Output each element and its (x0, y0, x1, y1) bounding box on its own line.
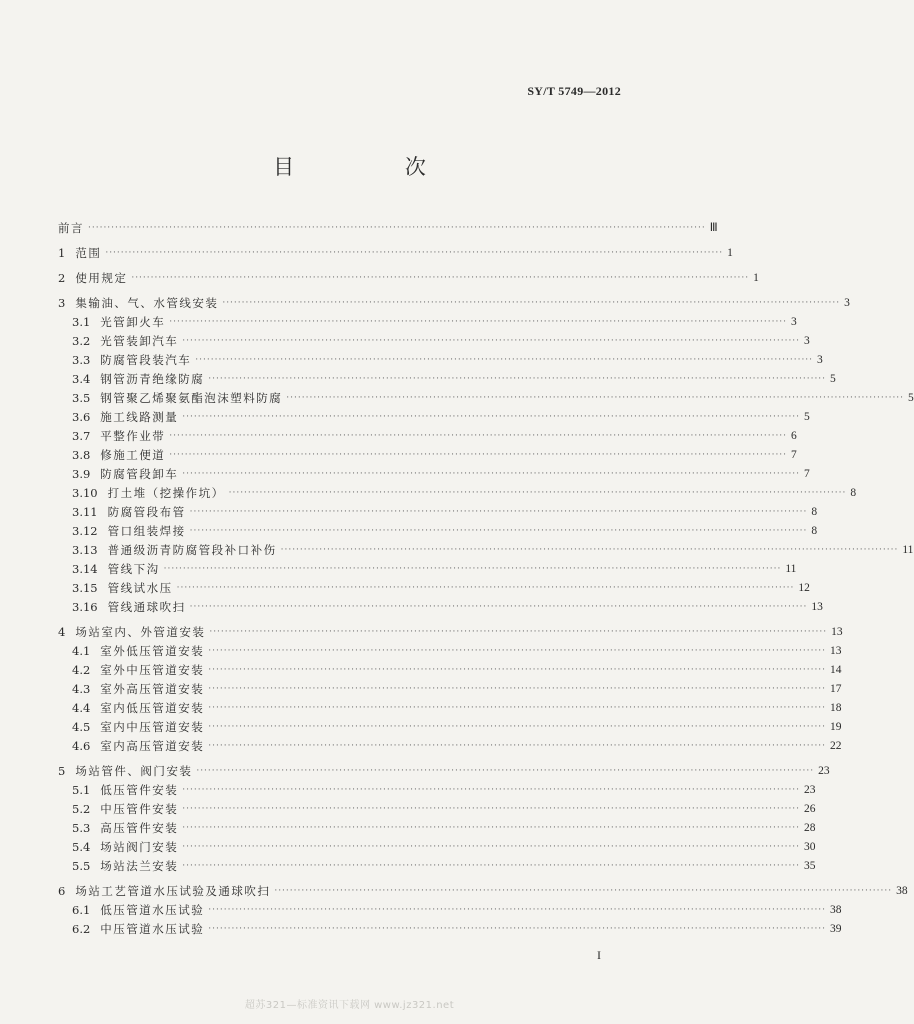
toc-entry[interactable] (58, 481, 857, 500)
toc-entry[interactable] (58, 753, 830, 778)
toc-entry-page: 3 (844, 297, 850, 309)
toc-title: 目 次 (273, 155, 478, 179)
toc-entry-label: 管口组装焊接 (107, 524, 186, 538)
toc-entry-label: 修施工便道 (100, 448, 166, 462)
toc-entry-page: 26 (804, 803, 816, 815)
toc-entry-page: 5 (804, 411, 810, 423)
dot-leader: ································································································································································ (182, 842, 801, 852)
toc-entry-label: 低压管道水压试验 (100, 903, 205, 917)
toc-entry-label: 防腐管段装汽车 (100, 353, 192, 367)
toc-entry-number: 3.6 (72, 410, 91, 424)
dot-leader: ································································································································································ (286, 393, 905, 403)
toc-entry-page: 11 (902, 544, 914, 556)
toc-entry[interactable] (58, 538, 914, 557)
toc-entry-label: 室外低压管道安装 (100, 644, 205, 658)
dot-leader: ································································································································································ (228, 488, 847, 498)
dot-leader: ································································································································································ (208, 374, 827, 384)
toc-entry-label: 场站法兰安装 (100, 859, 179, 873)
toc-entry-label: 室内高压管道安装 (100, 739, 205, 753)
toc-entry-label: 室外中压管道安装 (100, 663, 205, 677)
toc-entry[interactable] (58, 658, 842, 677)
toc-entry-label: 中压管件安装 (100, 802, 179, 816)
toc-entry-number: 3.5 (72, 391, 91, 405)
dot-leader: ································································································································································ (182, 469, 801, 479)
toc-entry[interactable] (58, 873, 908, 898)
toc-entry[interactable] (58, 348, 823, 367)
toc-entry-number: 3.16 (72, 600, 98, 614)
dot-leader: ································································································································································ (208, 924, 827, 934)
toc-entry-label: 钢管聚乙烯聚氨酯泡沫塑料防腐 (100, 391, 283, 405)
toc-entry[interactable] (58, 898, 842, 917)
toc-entry-page: 3 (791, 316, 797, 328)
toc-entry-page: 28 (804, 822, 816, 834)
dot-leader: ································································································································································ (182, 412, 801, 422)
toc-entry-label: 场站阀门安装 (100, 840, 179, 854)
toc-entry[interactable] (58, 260, 759, 285)
toc-entry-number: 3.10 (72, 486, 98, 500)
dot-leader: ································································································································································ (182, 336, 801, 346)
toc-entry[interactable] (58, 835, 816, 854)
toc-entry-page: 38 (896, 885, 908, 897)
toc-entry-label: 室内低压管道安装 (100, 701, 205, 715)
toc-entry[interactable] (58, 778, 816, 797)
dot-leader: ································································································································································ (208, 665, 827, 675)
toc-entry-page: 23 (804, 784, 816, 796)
toc-entry-label: 防腐管段卸车 (100, 467, 179, 481)
toc-entry-number: 5.5 (72, 859, 91, 873)
dot-leader: ································································································································································ (222, 298, 841, 308)
dot-leader: ································································································································································ (196, 766, 815, 776)
toc-entry-number: 4 (58, 625, 66, 639)
dot-leader: ································································································································································ (189, 507, 808, 517)
toc-entry-page: 1 (727, 247, 733, 259)
toc-entry-number: 3.2 (72, 334, 91, 348)
dot-leader: ································································································································································ (88, 223, 706, 233)
page-number: I (597, 948, 601, 962)
toc-entry[interactable] (58, 500, 818, 519)
dot-leader: ································································································································································ (189, 526, 808, 536)
toc-entry[interactable] (58, 677, 842, 696)
toc-entry-number: 3.7 (72, 429, 91, 443)
toc-entry[interactable] (58, 285, 850, 310)
dot-leader: ································································································································································ (182, 785, 801, 795)
toc-entry-page: 8 (811, 506, 818, 518)
toc-entry-page: 5 (908, 392, 914, 404)
toc-entry-number: 3.4 (72, 372, 91, 386)
dot-leader: ································································································································································ (189, 602, 808, 612)
toc-entry[interactable] (58, 557, 797, 576)
toc-entry-label: 范围 (75, 246, 102, 260)
toc-entry-label: 打土堆（挖操作坑） (107, 486, 225, 500)
toc-entry-number: 4.2 (72, 663, 91, 677)
toc-entry[interactable] (58, 424, 797, 443)
toc-entry[interactable] (58, 367, 836, 386)
dot-leader: ································································································································································ (182, 804, 801, 814)
toc-entry[interactable] (58, 443, 797, 462)
toc-entry[interactable] (58, 519, 818, 538)
toc-entry-label: 管线试水压 (107, 581, 173, 595)
dot-leader: ································································································································································ (169, 450, 788, 460)
dot-leader: ································································································································································ (209, 627, 828, 637)
toc-entry-label: 光管装卸汽车 (100, 334, 179, 348)
dot-leader: ································································································································································ (280, 545, 899, 555)
dot-leader: ································································································································································ (182, 823, 801, 833)
toc-entry-number: 3.11 (72, 505, 98, 519)
toc-entry-label: 施工线路测量 (100, 410, 179, 424)
toc-entry[interactable] (58, 576, 810, 595)
toc-entry-number: 3 (58, 296, 66, 310)
toc-entry-number: 4.6 (72, 739, 91, 753)
toc-entry-number: 5.2 (72, 802, 91, 816)
toc-entry-page: 3 (817, 354, 823, 366)
toc-entry-label: 低压管件安装 (100, 783, 179, 797)
toc-entry-number: 4.5 (72, 720, 91, 734)
dot-leader: ································································································································································ (208, 646, 827, 656)
toc-entry-number: 3.15 (72, 581, 98, 595)
toc-entry-number: 3.8 (72, 448, 91, 462)
dot-leader: ································································································································································ (163, 564, 782, 574)
dot-leader: ································································································································································ (208, 905, 827, 915)
toc-entry-page: 35 (804, 860, 816, 872)
toc-entry[interactable] (58, 639, 842, 658)
toc-entry-page: 22 (830, 740, 842, 752)
toc-entry-number: 5 (58, 764, 66, 778)
toc-entry-label: 室外高压管道安装 (100, 682, 205, 696)
toc-entry-page: 13 (830, 645, 842, 657)
dot-leader: ································································································································································ (169, 317, 788, 327)
toc-entry-label: 场站管件、阀门安装 (75, 764, 193, 778)
toc-entry[interactable] (58, 715, 842, 734)
toc-entry-label: 场站室内、外管道安装 (75, 625, 206, 639)
toc-entry-number: 4.1 (72, 644, 91, 658)
dot-leader: ································································································································································ (182, 861, 801, 871)
toc-entry[interactable] (58, 235, 733, 260)
toc-entry-page: 5 (830, 373, 836, 385)
toc-entry-number: 6.1 (72, 903, 91, 917)
toc-entry-page: 17 (830, 683, 842, 695)
toc-entry-page: 7 (804, 468, 810, 480)
toc-entry-page: 13 (831, 626, 843, 638)
toc-entry-page: 13 (811, 601, 823, 613)
toc-entry-label: 使用规定 (75, 271, 128, 285)
toc-entry-label: 集输油、气、水管线安装 (75, 296, 219, 310)
toc-entry[interactable] (58, 614, 843, 639)
toc-entry[interactable] (58, 734, 842, 753)
toc-entry-number: 3.13 (72, 543, 98, 557)
dot-leader: ································································································································································ (208, 703, 827, 713)
toc-entry-number: 5.4 (72, 840, 91, 854)
standard-code: SY/T 5749—2012 (527, 84, 621, 98)
dot-leader: ································································································································································ (105, 248, 724, 258)
toc-entry-page: 3 (804, 335, 810, 347)
toc-entry[interactable] (58, 696, 842, 715)
dot-leader: ································································································································································ (195, 355, 814, 365)
toc-entry[interactable] (58, 797, 816, 816)
toc-entry[interactable] (58, 816, 816, 835)
toc-entry[interactable] (58, 595, 823, 614)
toc-entry-label: 平整作业带 (100, 429, 166, 443)
toc-entry-number: 3.3 (72, 353, 91, 367)
dot-leader: ································································································································································ (208, 741, 827, 751)
toc-entry-page: 14 (830, 664, 842, 676)
toc-entry-number: 4.3 (72, 682, 91, 696)
toc-entry-page: 8 (850, 487, 857, 499)
toc-entry-page: 38 (830, 904, 842, 916)
toc-entry-label: 场站工艺管道水压试验及通球吹扫 (75, 884, 271, 898)
toc-entry-page: 39 (830, 923, 842, 935)
toc-entry-page: 1 (753, 272, 759, 284)
toc-entry-page: 7 (791, 449, 797, 461)
toc-entry-label: 中压管道水压试验 (100, 922, 205, 936)
toc-entry-page: 19 (830, 721, 842, 733)
dot-leader: ································································································································································ (208, 684, 827, 694)
toc-entry-number: 6 (58, 884, 66, 898)
toc-entry-label: 防腐管段布管 (107, 505, 186, 519)
toc-entry-page: 11 (785, 563, 797, 575)
toc-entry-page: 23 (818, 765, 830, 777)
toc-entry-label: 高压管件安装 (100, 821, 179, 835)
toc-entry-number: 3.12 (72, 524, 98, 538)
toc-entry-number: 5.3 (72, 821, 91, 835)
toc-entry-label: 管线通球吹扫 (107, 600, 186, 614)
toc-entry-number: 1 (58, 246, 66, 260)
toc-entry-label: 室内中压管道安装 (100, 720, 205, 734)
toc-entry[interactable] (58, 329, 810, 348)
toc-entry-label: 普通级沥青防腐管段补口补伤 (107, 543, 277, 557)
toc-entry-number: 3.1 (72, 315, 91, 329)
toc-entry-number: 4.4 (72, 701, 91, 715)
toc-entry-number: 3.9 (72, 467, 91, 481)
toc-entry-number: 6.2 (72, 922, 91, 936)
dot-leader: ································································································································································ (169, 431, 788, 441)
dot-leader: ································································································································································ (176, 583, 795, 593)
toc-entry-number: 3.14 (72, 562, 98, 576)
toc-entry[interactable] (58, 854, 816, 873)
dot-leader: ································································································································································ (131, 273, 750, 283)
toc-entry-page: 12 (798, 582, 810, 594)
toc-entry[interactable] (58, 462, 810, 481)
toc-entry[interactable] (58, 917, 842, 936)
toc-entry[interactable] (58, 310, 797, 329)
toc-entry-label: 管线下沟 (107, 562, 160, 576)
toc-entry-label: 钢管沥青绝缘防腐 (100, 372, 205, 386)
dot-leader: ································································································································································ (274, 886, 893, 896)
toc-entry-number: 2 (58, 271, 66, 285)
toc-entry-page: 6 (791, 430, 797, 442)
toc-entry-page: Ⅲ (709, 222, 718, 234)
toc-entry-label: 光管卸火车 (100, 315, 166, 329)
toc-entry-page: 18 (830, 702, 842, 714)
toc-entry-number: 5.1 (72, 783, 91, 797)
toc-entry-label: 前言 (58, 221, 84, 235)
toc-entry[interactable] (58, 405, 810, 424)
dot-leader: ································································································································································ (208, 722, 827, 732)
table-of-contents (58, 210, 914, 936)
toc-entry[interactable] (58, 210, 718, 235)
toc-entry-page: 30 (804, 841, 816, 853)
toc-entry[interactable] (58, 386, 914, 405)
watermark: 超苏321—标准资讯下载网 www.jz321.net (244, 1000, 455, 1011)
toc-entry-page: 8 (811, 525, 818, 537)
